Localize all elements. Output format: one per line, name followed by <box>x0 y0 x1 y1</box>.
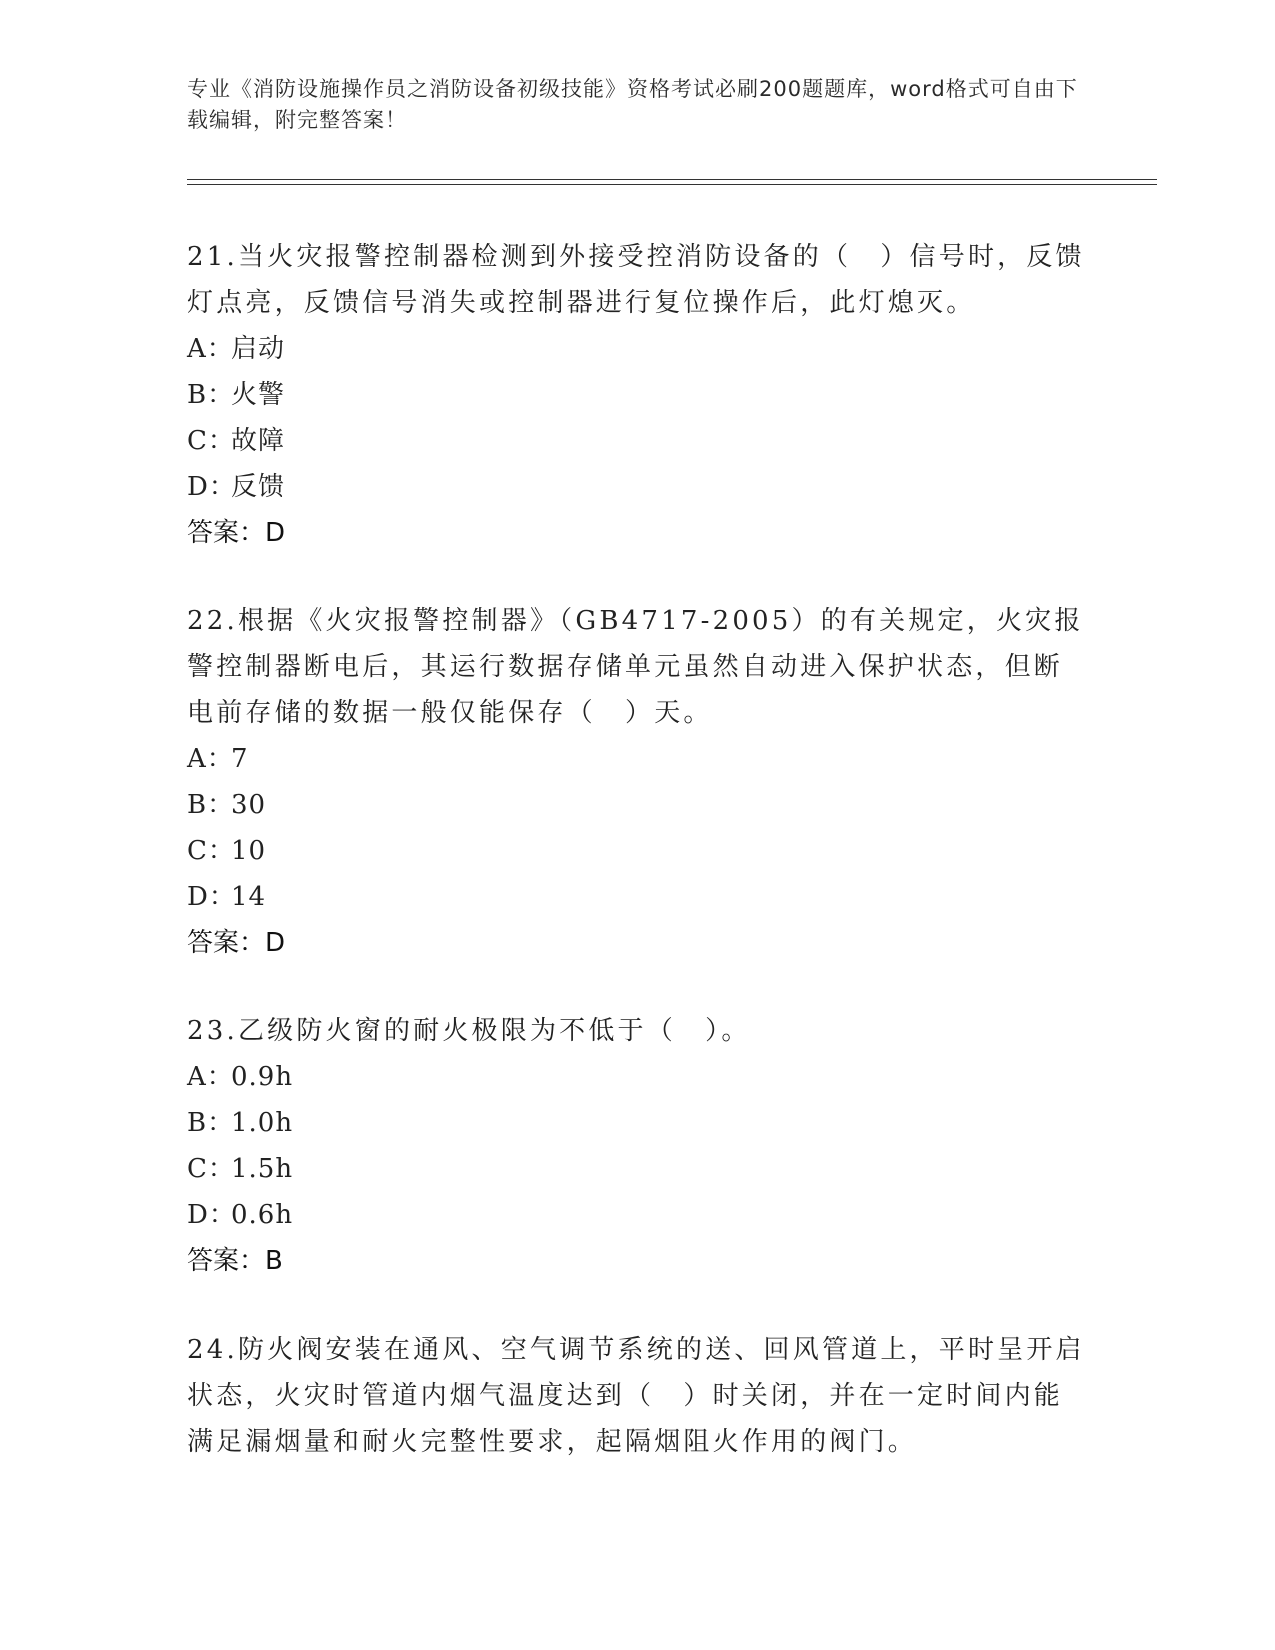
option-label: D： <box>187 882 236 912</box>
option-d <box>187 874 1087 920</box>
option-d <box>187 1192 1087 1238</box>
option-text: 10 <box>231 836 267 866</box>
option-text: 反馈 <box>231 472 286 502</box>
question-stem: 24.防火阀安装在通风、空气调节系统的送、回风管道上，平时呈开启状态，火灾时管道内烟气温度达到（ ）时关闭，并在一定时间内能满足漏烟量和耐火完整性要求，起隔烟阻火作用的阀门。 <box>187 1335 1085 1457</box>
option-b <box>187 1100 1087 1146</box>
option-text: 0.6h <box>231 1200 294 1230</box>
document-header: 专业《消防设施操作员之消防设备初级技能》资格考试必刷200题题库，word格式可自由下载编辑，附完整答案！ <box>187 77 1078 132</box>
option-label: B： <box>187 380 235 410</box>
option-text: 1.0h <box>231 1108 294 1138</box>
question-stem: 21.当火灾报警控制器检测到外接受控消防设备的（ ）信号时，反馈灯点亮，反馈信号消失或控制器进行复位操作后，此灯熄灭。 <box>187 242 1085 318</box>
option-a <box>187 736 1087 782</box>
option-a <box>187 1054 1087 1100</box>
option-d <box>187 464 1087 510</box>
question-23 <box>187 1008 1087 1284</box>
option-label: C： <box>187 1154 235 1184</box>
option-label: C： <box>187 836 235 866</box>
header-divider-bottom <box>187 184 1157 185</box>
option-label: B： <box>187 1108 235 1138</box>
question-21 <box>187 234 1087 556</box>
option-text: 故障 <box>231 426 286 456</box>
question-stem: 22.根据《火灾报警控制器》（GB4717-2005）的有关规定，火灾报警控制器断电后，其运行数据存储单元虽然自动进入保护状态，但断电前存储的数据一般仅能保存（ ）天。 <box>187 606 1084 728</box>
option-text: 7 <box>231 744 249 774</box>
option-text: 火警 <box>231 380 286 410</box>
answer-line: 答案：D <box>187 518 286 548</box>
option-a <box>187 326 1087 372</box>
option-text: 0.9h <box>231 1062 294 1092</box>
option-label: A： <box>187 334 234 364</box>
option-b <box>187 782 1087 828</box>
option-label: C： <box>187 426 235 456</box>
question-22 <box>187 598 1087 966</box>
option-label: B： <box>187 790 235 820</box>
question-24 <box>187 1327 1087 1465</box>
option-b <box>187 372 1087 418</box>
answer-line: 答案：B <box>187 1246 283 1276</box>
option-label: A： <box>187 1062 234 1092</box>
question-stem: 23.乙级防火窗的耐火极限为不低于（ ）。 <box>187 1016 751 1046</box>
option-label: A： <box>187 744 234 774</box>
header-divider-top <box>187 179 1157 180</box>
answer-line: 答案：D <box>187 928 286 958</box>
option-label: D： <box>187 1200 236 1230</box>
option-c <box>187 828 1087 874</box>
option-label: D： <box>187 472 236 502</box>
option-text: 启动 <box>231 334 286 364</box>
option-text: 14 <box>231 882 267 912</box>
option-c <box>187 1146 1087 1192</box>
option-text: 1.5h <box>231 1154 294 1184</box>
option-text: 30 <box>231 790 267 820</box>
option-c <box>187 418 1087 464</box>
